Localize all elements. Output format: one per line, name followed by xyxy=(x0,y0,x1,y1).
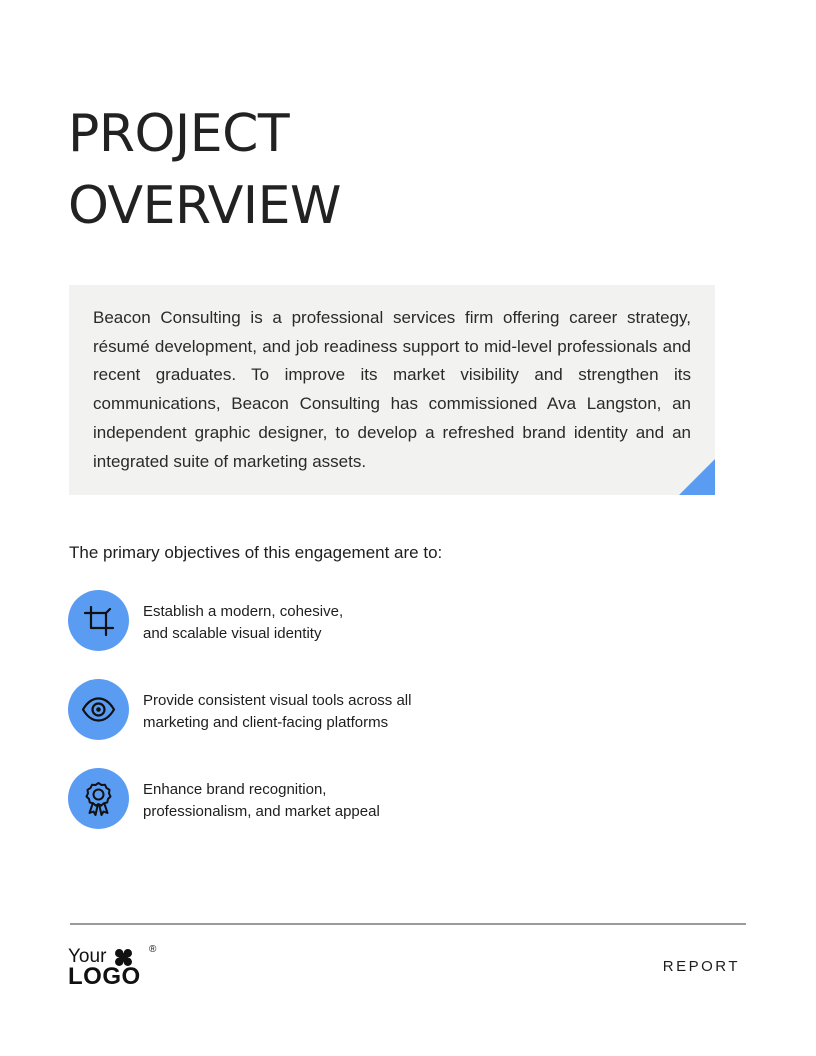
logo-text-your: Your xyxy=(68,946,107,967)
registered-mark: ® xyxy=(149,944,157,955)
footer-divider xyxy=(70,923,746,925)
objective-text-line-2: professionalism, and market appeal xyxy=(143,803,380,820)
objectives-heading: The primary objectives of this engagement are to: xyxy=(69,543,443,562)
page-title-line-2: OVERVIEW xyxy=(68,176,341,236)
objective-icon-circle xyxy=(68,679,129,740)
objective-item-2 xyxy=(68,679,568,741)
objective-item-1 xyxy=(68,590,568,652)
logo-text-logo: LOGO xyxy=(68,963,141,990)
objective-text-line-1: Provide consistent visual tools across all xyxy=(143,692,412,709)
objective-text-line-2: and scalable visual identity xyxy=(143,625,322,642)
award-icon xyxy=(80,780,117,817)
objective-text-line-2: marketing and client-facing platforms xyxy=(143,714,389,731)
intro-paragraph: Beacon Consulting is a professional services firm offering career strategy, résumé development, and job readiness support to mid-level professionals and recent graduates. To improve its market visibility and strengthen its communications, Beacon Consulting has commissioned Ava Langston, an independent graphic designer, to develop a refreshed brand identity and an integrated suite of marketing assets. xyxy=(93,308,691,471)
objective-icon-circle xyxy=(68,590,129,651)
intro-box xyxy=(69,285,715,495)
report-label: REPORT xyxy=(662,958,740,975)
objective-text-line-1: Establish a modern, cohesive, xyxy=(143,603,344,620)
objective-text-line-1: Enhance brand recognition, xyxy=(143,781,327,798)
objective-item-3 xyxy=(68,768,568,830)
objective-icon-circle xyxy=(68,768,129,829)
company-logo xyxy=(68,946,168,990)
objective-text xyxy=(143,779,473,823)
corner-triangle-accent xyxy=(679,459,715,495)
page-title-line-1: PROJECT xyxy=(68,104,290,164)
crop-icon xyxy=(80,602,117,639)
objective-text xyxy=(143,690,473,734)
eye-icon xyxy=(80,691,117,728)
objective-text xyxy=(143,601,473,645)
page-title xyxy=(68,98,341,242)
